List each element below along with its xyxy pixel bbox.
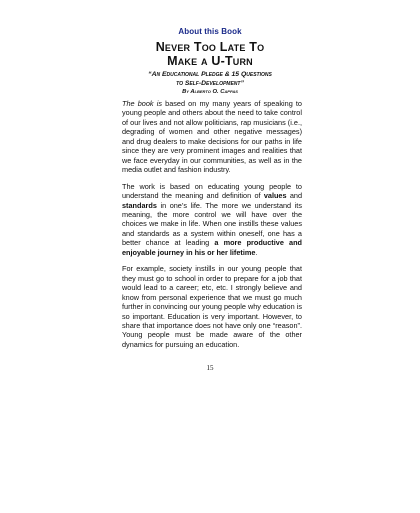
book-title-line-2: Make a U-Turn [167,54,253,68]
paragraph-1-text: based on my many years of speaking to young people and others about the need to take control of our lives and not allow politicians, rap musicians (i.e., degrading of women and other negative messages) and drug dealers to make decisions for our paths in life since they are very prominent images and realities that we face everyday in our communities, as well as in the media outlet and fashion industry. [122,99,302,175]
paragraph-2-text-d: . [255,247,258,257]
paragraph-2-text-a: The work is based on educating young people to understand the meaning and definition of [122,181,302,201]
book-title-line-1: Never Too Late To [155,40,265,54]
section-header: About this Book [178,27,242,36]
paragraph-2-text-b: and [286,191,303,201]
body-text [122,99,302,356]
paragraph-2-bold-standards: standards [122,200,157,210]
paragraph-1 [122,99,302,175]
paragraph-3: For example, society instills in our young people that they must go to school in order to prepare for a job that would lead to a career; etc, etc. I strongly believe and know from personal experience that we must go much further in convincing our young people why education is so important. Education is very important. However, to share that importance does not have only one “reason”. Young people must be made aware of the other dynamics for pursuing an education. [122,264,302,349]
author-byline: By Alberto O. Cappas [182,89,238,95]
paragraph-2-bold-journey: a more productive and enjoyable journey in his or her lifetime [122,238,302,257]
paragraph-2-bold-values: values [263,191,287,201]
paragraph-2-text-c: in one’s life. The more we understand its meaning, the more control we will have over the choices we make in life. When one instills these values and standards as a system within oneself, one has a better chance at leading [122,200,302,248]
book-subtitle-line-1: “An Educational Pledge & 15 Questions [148,71,272,78]
page-number: 15 [206,364,214,372]
paragraph-1-lead: The book is [122,99,162,108]
book-subtitle-line-2: to Self-Development” [176,80,244,87]
paragraph-2 [122,182,302,258]
